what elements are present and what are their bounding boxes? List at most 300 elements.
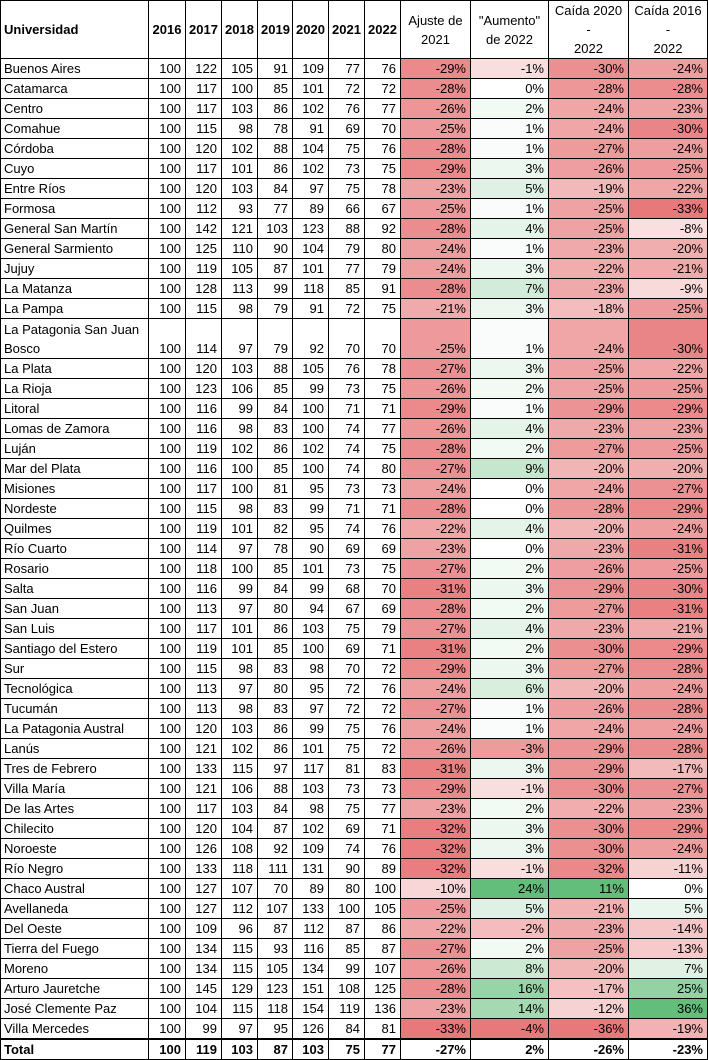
index-value-2020: 151 [293, 979, 329, 999]
aumento-2022-value: 3% [471, 359, 549, 379]
index-value-2016: 100 [149, 179, 186, 199]
table-row [1, 879, 708, 899]
index-value-2017: 120 [186, 139, 222, 159]
table-row [1, 599, 708, 619]
caida-2016-2022-value: -19% [629, 1019, 708, 1040]
university-name: La Patagonia San Juan Bosco [1, 319, 149, 359]
index-value-2017: 116 [186, 419, 222, 439]
index-value-2016: 100 [149, 879, 186, 899]
index-value-2021: 75 [329, 179, 365, 199]
index-value-2020: 95 [293, 479, 329, 499]
caida-2016-2022-value: -24% [629, 839, 708, 859]
index-value-2016: 100 [149, 219, 186, 239]
ajuste-2021-value: -24% [401, 259, 471, 279]
index-value-2019: 123 [258, 979, 293, 999]
ajuste-2021-value: -31% [401, 759, 471, 779]
index-value-2018: 100 [222, 459, 258, 479]
caida-2016-2022-value: 25% [629, 979, 708, 999]
aumento-2022-value: 1% [471, 319, 549, 359]
index-value-2022: 73 [365, 779, 401, 799]
table-row [1, 199, 708, 219]
caida-2020-2022-value: -18% [549, 299, 629, 319]
ajuste-2021-value: -27% [401, 559, 471, 579]
index-value-2018: 113 [222, 279, 258, 299]
caida-2020-2022-value: -20% [549, 459, 629, 479]
university-name: Misiones [1, 479, 149, 499]
index-value-2020: 100 [293, 459, 329, 479]
university-name: La Patagonia Austral [1, 719, 149, 739]
index-value-2018: 97 [222, 599, 258, 619]
caida-2016-2022-value: -22% [629, 359, 708, 379]
index-value-2018: 101 [222, 619, 258, 639]
index-value-2021: 69 [329, 539, 365, 559]
index-value-2018: 103 [222, 1039, 258, 1060]
caida-2016-2022-value: -27% [629, 779, 708, 799]
index-value-2019: 107 [258, 899, 293, 919]
caida-2016-2022-value: -28% [629, 739, 708, 759]
caida-2016-2022-value: -23% [629, 799, 708, 819]
header-caida2016-line2: 2022 [653, 41, 683, 56]
index-value-2020: 112 [293, 919, 329, 939]
university-name: Villa María [1, 779, 149, 799]
index-value-2022: 70 [365, 319, 401, 359]
aumento-2022-value: 14% [471, 999, 549, 1019]
index-value-2018: 106 [222, 779, 258, 799]
university-name: Chaco Austral [1, 879, 149, 899]
table-row [1, 839, 708, 859]
index-value-2019: 86 [258, 159, 293, 179]
index-value-2019: 103 [258, 219, 293, 239]
header-aumento-2022 [471, 1, 549, 59]
index-value-2018: 115 [222, 759, 258, 779]
index-value-2018: 102 [222, 439, 258, 459]
index-value-2016: 100 [149, 619, 186, 639]
caida-2016-2022-value: -8% [629, 219, 708, 239]
caida-2016-2022-value: -20% [629, 459, 708, 479]
ajuste-2021-value: -28% [401, 279, 471, 299]
index-value-2019: 111 [258, 859, 293, 879]
index-value-2021: 88 [329, 219, 365, 239]
index-value-2018: 129 [222, 979, 258, 999]
index-value-2021: 66 [329, 199, 365, 219]
index-value-2018: 98 [222, 659, 258, 679]
ajuste-2021-value: -26% [401, 739, 471, 759]
index-value-2020: 104 [293, 139, 329, 159]
index-value-2020: 98 [293, 659, 329, 679]
index-value-2017: 113 [186, 599, 222, 619]
index-value-2019: 83 [258, 419, 293, 439]
aumento-2022-value: 4% [471, 519, 549, 539]
index-value-2016: 100 [149, 499, 186, 519]
header-ajuste-line2: 2021 [421, 31, 450, 47]
caida-2016-2022-value: -13% [629, 939, 708, 959]
ajuste-2021-value: -24% [401, 719, 471, 739]
table-row [1, 159, 708, 179]
caida-2020-2022-value: -20% [549, 959, 629, 979]
index-value-2022: 107 [365, 959, 401, 979]
index-value-2020: 94 [293, 599, 329, 619]
university-name: Litoral [1, 399, 149, 419]
index-value-2018: 104 [222, 819, 258, 839]
index-value-2022: 125 [365, 979, 401, 999]
caida-2020-2022-value: -28% [549, 79, 629, 99]
index-value-2020: 101 [293, 259, 329, 279]
index-value-2022: 105 [365, 899, 401, 919]
index-value-2018: 101 [222, 519, 258, 539]
table-row [1, 539, 708, 559]
index-value-2021: 84 [329, 1019, 365, 1040]
index-value-2021: 73 [329, 159, 365, 179]
index-value-2020: 102 [293, 439, 329, 459]
index-value-2021: 100 [329, 899, 365, 919]
index-value-2020: 101 [293, 79, 329, 99]
index-value-2019: 90 [258, 239, 293, 259]
index-value-2019: 83 [258, 659, 293, 679]
index-value-2019: 84 [258, 179, 293, 199]
aumento-2022-value: -4% [471, 1019, 549, 1040]
index-value-2021: 75 [329, 619, 365, 639]
table-row [1, 799, 708, 819]
index-value-2017: 133 [186, 859, 222, 879]
table-row [1, 999, 708, 1019]
index-value-2018: 98 [222, 419, 258, 439]
index-value-2017: 117 [186, 619, 222, 639]
index-value-2019: 83 [258, 499, 293, 519]
index-value-2018: 106 [222, 379, 258, 399]
index-value-2017: 113 [186, 699, 222, 719]
index-value-2017: 109 [186, 919, 222, 939]
index-value-2016: 100 [149, 319, 186, 359]
ajuste-2021-value: -27% [401, 939, 471, 959]
index-value-2020: 91 [293, 119, 329, 139]
index-value-2020: 91 [293, 299, 329, 319]
index-value-2019: 80 [258, 599, 293, 619]
caida-2020-2022-value: -26% [549, 559, 629, 579]
index-value-2016: 100 [149, 839, 186, 859]
aumento-2022-value: 5% [471, 179, 549, 199]
university-name: Córdoba [1, 139, 149, 159]
header-year-2021: 2021 [329, 1, 365, 59]
university-name: San Juan [1, 599, 149, 619]
table-row [1, 519, 708, 539]
university-name: Tres de Febrero [1, 759, 149, 779]
index-value-2022: 80 [365, 239, 401, 259]
aumento-2022-value: -1% [471, 859, 549, 879]
index-value-2022: 69 [365, 539, 401, 559]
caida-2016-2022-value: -25% [629, 379, 708, 399]
index-value-2016: 100 [149, 259, 186, 279]
index-value-2018: 100 [222, 79, 258, 99]
ajuste-2021-value: -22% [401, 919, 471, 939]
caida-2016-2022-value: -9% [629, 279, 708, 299]
index-value-2019: 87 [258, 259, 293, 279]
index-value-2021: 77 [329, 259, 365, 279]
index-value-2019: 85 [258, 559, 293, 579]
index-value-2019: 82 [258, 519, 293, 539]
index-value-2019: 86 [258, 439, 293, 459]
caida-2020-2022-value: -23% [549, 539, 629, 559]
index-value-2017: 127 [186, 879, 222, 899]
index-value-2022: 75 [365, 379, 401, 399]
table-row [1, 1019, 708, 1040]
index-value-2016: 100 [149, 519, 186, 539]
index-value-2016: 100 [149, 359, 186, 379]
index-value-2018: 102 [222, 139, 258, 159]
index-value-2017: 119 [186, 439, 222, 459]
header-year-2022: 2022 [365, 1, 401, 59]
index-value-2017: 121 [186, 779, 222, 799]
table-row [1, 939, 708, 959]
index-value-2020: 103 [293, 779, 329, 799]
caida-2016-2022-value: 5% [629, 899, 708, 919]
index-value-2020: 103 [293, 619, 329, 639]
header-ajuste-2021 [401, 1, 471, 59]
index-value-2016: 100 [149, 759, 186, 779]
caida-2016-2022-value: -23% [629, 99, 708, 119]
index-value-2022: 77 [365, 419, 401, 439]
university-name: Tucumán [1, 699, 149, 719]
aumento-2022-value: 6% [471, 679, 549, 699]
index-value-2020: 134 [293, 959, 329, 979]
aumento-2022-value: 1% [471, 399, 549, 419]
caida-2016-2022-value: -11% [629, 859, 708, 879]
caida-2020-2022-value: -32% [549, 859, 629, 879]
university-name: Quilmes [1, 519, 149, 539]
table-row [1, 479, 708, 499]
university-name: Buenos Aires [1, 59, 149, 79]
aumento-2022-value: 3% [471, 159, 549, 179]
index-value-2018: 100 [222, 559, 258, 579]
university-name: Villa Mercedes [1, 1019, 149, 1040]
caida-2020-2022-value: -23% [549, 239, 629, 259]
ajuste-2021-value: -23% [401, 799, 471, 819]
index-value-2018: 96 [222, 919, 258, 939]
index-value-2018: 99 [222, 579, 258, 599]
ajuste-2021-value: -28% [401, 219, 471, 239]
caida-2016-2022-value: -21% [629, 259, 708, 279]
university-name: Jujuy [1, 259, 149, 279]
caida-2020-2022-value: -28% [549, 499, 629, 519]
header-year-2017: 2017 [186, 1, 222, 59]
ajuste-2021-value: -31% [401, 579, 471, 599]
ajuste-2021-value: -29% [401, 399, 471, 419]
index-value-2017: 119 [186, 639, 222, 659]
caida-2016-2022-value: -25% [629, 439, 708, 459]
index-value-2018: 103 [222, 719, 258, 739]
aumento-2022-value: 5% [471, 899, 549, 919]
ajuste-2021-value: -28% [401, 979, 471, 999]
caida-2016-2022-value: -30% [629, 579, 708, 599]
index-value-2016: 100 [149, 99, 186, 119]
index-value-2016: 100 [149, 639, 186, 659]
index-value-2017: 127 [186, 899, 222, 919]
aumento-2022-value: -1% [471, 779, 549, 799]
index-value-2016: 100 [149, 459, 186, 479]
aumento-2022-value: 2% [471, 939, 549, 959]
index-value-2016: 100 [149, 299, 186, 319]
table-row [1, 579, 708, 599]
index-value-2020: 126 [293, 1019, 329, 1040]
caida-2016-2022-value: -24% [629, 59, 708, 79]
aumento-2022-value: 1% [471, 199, 549, 219]
index-value-2020: 95 [293, 679, 329, 699]
index-value-2017: 114 [186, 319, 222, 359]
index-value-2017: 115 [186, 299, 222, 319]
caida-2016-2022-value: -24% [629, 679, 708, 699]
index-value-2019: 87 [258, 919, 293, 939]
index-value-2018: 97 [222, 1019, 258, 1040]
caida-2016-2022-value: -27% [629, 479, 708, 499]
index-value-2018: 98 [222, 119, 258, 139]
aumento-2022-value: 4% [471, 619, 549, 639]
index-value-2021: 73 [329, 479, 365, 499]
university-name: Moreno [1, 959, 149, 979]
caida-2020-2022-value: -27% [549, 659, 629, 679]
ajuste-2021-value: -23% [401, 539, 471, 559]
index-value-2018: 107 [222, 879, 258, 899]
index-value-2016: 100 [149, 139, 186, 159]
index-value-2016: 100 [149, 1019, 186, 1040]
caida-2016-2022-value: 7% [629, 959, 708, 979]
caida-2020-2022-value: -20% [549, 519, 629, 539]
index-value-2021: 87 [329, 919, 365, 939]
aumento-2022-value: 4% [471, 419, 549, 439]
caida-2020-2022-value: -30% [549, 779, 629, 799]
index-value-2017: 134 [186, 939, 222, 959]
ajuste-2021-value: -33% [401, 1019, 471, 1040]
university-name: La Plata [1, 359, 149, 379]
caida-2020-2022-value: -21% [549, 899, 629, 919]
index-value-2020: 95 [293, 519, 329, 539]
index-value-2022: 80 [365, 459, 401, 479]
index-value-2016: 100 [149, 1039, 186, 1060]
index-value-2019: 95 [258, 1019, 293, 1040]
university-name: Santiago del Estero [1, 639, 149, 659]
index-value-2017: 99 [186, 1019, 222, 1040]
caida-2020-2022-value: -29% [549, 759, 629, 779]
ajuste-2021-value: -28% [401, 499, 471, 519]
index-value-2019: 118 [258, 999, 293, 1019]
index-value-2017: 120 [186, 719, 222, 739]
index-value-2016: 100 [149, 439, 186, 459]
index-value-2021: 75 [329, 739, 365, 759]
index-value-2016: 100 [149, 699, 186, 719]
index-value-2017: 115 [186, 119, 222, 139]
index-value-2018: 97 [222, 319, 258, 359]
index-value-2020: 100 [293, 639, 329, 659]
index-value-2022: 87 [365, 939, 401, 959]
index-value-2017: 112 [186, 199, 222, 219]
university-name: Cuyo [1, 159, 149, 179]
index-value-2018: 103 [222, 799, 258, 819]
index-value-2019: 88 [258, 139, 293, 159]
caida-2020-2022-value: -26% [549, 159, 629, 179]
table-row [1, 779, 708, 799]
index-value-2016: 100 [149, 919, 186, 939]
ajuste-2021-value: -26% [401, 959, 471, 979]
caida-2016-2022-value: -33% [629, 199, 708, 219]
index-value-2022: 71 [365, 819, 401, 839]
aumento-2022-value: -1% [471, 59, 549, 79]
index-value-2020: 92 [293, 319, 329, 359]
index-value-2018: 99 [222, 399, 258, 419]
index-value-2022: 69 [365, 599, 401, 619]
index-value-2022: 71 [365, 399, 401, 419]
table-row [1, 979, 708, 999]
caida-2016-2022-value: -28% [629, 699, 708, 719]
table-row [1, 179, 708, 199]
index-value-2019: 81 [258, 479, 293, 499]
index-value-2020: 102 [293, 99, 329, 119]
caida-2016-2022-value: -25% [629, 299, 708, 319]
table-row [1, 299, 708, 319]
caida-2020-2022-value: -25% [549, 379, 629, 399]
ajuste-2021-value: -28% [401, 599, 471, 619]
header-caida2020-line1: Caída 2020 - [554, 3, 623, 37]
index-value-2018: 98 [222, 299, 258, 319]
index-value-2017: 123 [186, 379, 222, 399]
index-value-2020: 97 [293, 699, 329, 719]
index-value-2016: 100 [149, 779, 186, 799]
index-value-2018: 101 [222, 159, 258, 179]
index-value-2019: 85 [258, 79, 293, 99]
index-value-2016: 100 [149, 199, 186, 219]
table-row [1, 99, 708, 119]
index-value-2022: 78 [365, 179, 401, 199]
index-value-2022: 81 [365, 1019, 401, 1040]
ajuste-2021-value: -25% [401, 319, 471, 359]
caida-2020-2022-value: 11% [549, 879, 629, 899]
index-value-2022: 72 [365, 79, 401, 99]
caida-2020-2022-value: -17% [549, 979, 629, 999]
caida-2020-2022-value: -25% [549, 219, 629, 239]
index-value-2018: 121 [222, 219, 258, 239]
university-name: Noroeste [1, 839, 149, 859]
header-caida-2020-2022 [549, 1, 629, 59]
index-value-2020: 102 [293, 819, 329, 839]
ajuste-2021-value: -26% [401, 99, 471, 119]
index-value-2019: 86 [258, 719, 293, 739]
caida-2020-2022-value: -25% [549, 939, 629, 959]
ajuste-2021-value: -32% [401, 839, 471, 859]
university-name: Salta [1, 579, 149, 599]
table-row [1, 619, 708, 639]
index-value-2020: 109 [293, 839, 329, 859]
index-value-2016: 100 [149, 79, 186, 99]
index-value-2022: 72 [365, 739, 401, 759]
caida-2020-2022-value: -29% [549, 739, 629, 759]
caida-2020-2022-value: -23% [549, 279, 629, 299]
index-value-2021: 71 [329, 499, 365, 519]
caida-2020-2022-value: -12% [549, 999, 629, 1019]
index-value-2022: 75 [365, 439, 401, 459]
table-row [1, 139, 708, 159]
index-value-2022: 136 [365, 999, 401, 1019]
index-value-2022: 92 [365, 219, 401, 239]
index-value-2020: 117 [293, 759, 329, 779]
index-value-2019: 91 [258, 59, 293, 79]
table-row [1, 279, 708, 299]
ajuste-2021-value: -25% [401, 899, 471, 919]
table-row [1, 259, 708, 279]
index-value-2017: 119 [186, 1039, 222, 1060]
aumento-2022-value: 0% [471, 499, 549, 519]
ajuste-2021-value: -27% [401, 1039, 471, 1060]
index-value-2019: 79 [258, 299, 293, 319]
university-name: General San Martín [1, 219, 149, 239]
index-value-2020: 99 [293, 379, 329, 399]
index-value-2019: 99 [258, 279, 293, 299]
